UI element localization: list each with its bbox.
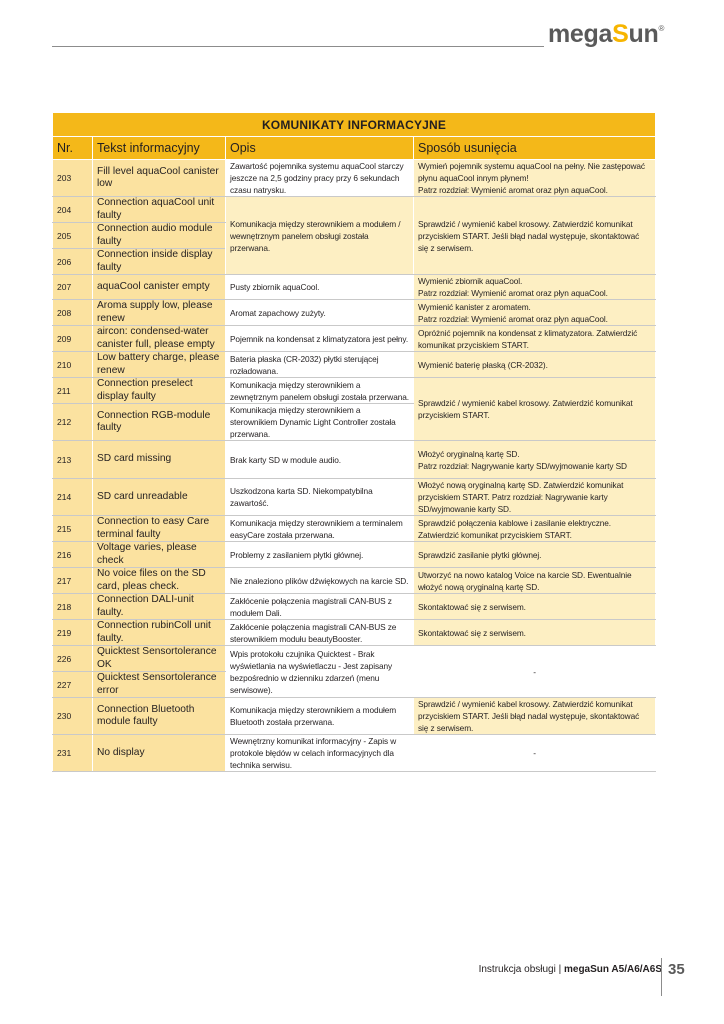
row-number: 211: [53, 378, 93, 404]
row-number: 203: [53, 160, 93, 197]
row-message-text: No display: [93, 735, 226, 772]
row-description: Komunikacja między sterownikiem a modułem / wewnętrznym panelem obsługi została przerwana.: [226, 197, 414, 275]
row-number: 230: [53, 698, 93, 735]
footer-product: megaSun A5/A6/A6S: [564, 964, 662, 975]
row-message-text: SD card missing: [93, 441, 226, 479]
row-message-text: Quicktest Sensortolerance OK: [93, 646, 226, 672]
row-description: Wewnętrzny komunikat informacyjny - Zapis w protokole błędów w celach informacyjnych dla technika serwisu.: [226, 735, 414, 772]
row-number: 205: [53, 223, 93, 249]
row-remedy: Opróżnić pojemnik na kondensat z klimatyzatora. Zatwierdzić komunikat przyciskiem START.: [414, 326, 656, 352]
row-message-text: Voltage varies, please check: [93, 542, 226, 568]
row-description: Nie znaleziono plików dźwiękowych na karcie SD.: [226, 568, 414, 594]
row-message-text: aquaCool canister empty: [93, 275, 226, 300]
row-message-text: Low battery charge, please renew: [93, 352, 226, 378]
row-remedy: Sprawdzić połączenia kablowe i zasilanie elektryczne. Zatwierdzić komunikat przyciskiem START.: [414, 516, 656, 542]
column-header-remedy: Sposób usunięcia: [414, 137, 656, 160]
table-row: [53, 378, 656, 404]
logo-text-left: mega: [548, 20, 613, 48]
row-description: Bateria płaska (CR-2032) płytki sterującej rozładowana.: [226, 352, 414, 378]
row-message-text: Connection preselect display faulty: [93, 378, 226, 404]
row-number: 204: [53, 197, 93, 223]
table-row: [53, 160, 656, 197]
table-row: [53, 698, 656, 735]
info-messages-table: [52, 112, 656, 772]
table-row: [53, 516, 656, 542]
table-row: [53, 646, 656, 672]
row-number: 217: [53, 568, 93, 594]
row-message-text: Connection aquaCool unit faulty: [93, 197, 226, 223]
row-message-text: Connection rubinColl unit faulty.: [93, 620, 226, 646]
row-message-text: Connection audio module faulty: [93, 223, 226, 249]
table-row: [53, 300, 656, 326]
row-message-text: aircon: condensed-water canister full, please empty: [93, 326, 226, 352]
row-description: Pojemnik na kondensat z klimatyzatora jest pełny.: [226, 326, 414, 352]
footer-prefix: Instrukcja obsługi |: [478, 964, 564, 975]
row-message-text: Connection to easy Care terminal faulty: [93, 516, 226, 542]
row-message-text: SD card unreadable: [93, 479, 226, 516]
table-row: [53, 352, 656, 378]
logo-text-right: un: [628, 20, 659, 48]
column-header-text: Tekst informacyjny: [93, 137, 226, 160]
row-description: Zakłócenie połączenia magistrali CAN-BUS z modułem Dali.: [226, 594, 414, 620]
page-number: 35: [668, 961, 685, 978]
row-message-text: Quicktest Sensortolerance error: [93, 672, 226, 698]
row-number: 210: [53, 352, 93, 378]
row-number: 212: [53, 404, 93, 441]
row-remedy: Włożyć oryginalną kartę SD. Patrz rozdział: Nagrywanie karty SD/wyjmowanie karty SD: [414, 441, 656, 479]
row-description: Brak karty SD w module audio.: [226, 441, 414, 479]
logo-text-sun: S: [612, 20, 629, 48]
row-description: Komunikacja między sterownikiem a modułem Bluetooth została przerwana.: [226, 698, 414, 735]
row-description: Zakłócenie połączenia magistrali CAN-BUS ze sterownikiem modułu beautyBooster.: [226, 620, 414, 646]
row-number: 218: [53, 594, 93, 620]
table-row: [53, 542, 656, 568]
footer-divider: [661, 958, 662, 996]
logo-registered-mark: ®: [658, 24, 665, 33]
table-title: KOMUNIKATY INFORMACYJNE: [53, 113, 656, 137]
row-description: Uszkodzona karta SD. Niekompatybilna zawartość.: [226, 479, 414, 516]
row-number: 215: [53, 516, 93, 542]
table-row: [53, 441, 656, 479]
row-remedy: -: [414, 735, 656, 772]
row-description: Wpis protokołu czujnika Quicktest - Brak wyświetlania na wyświetlaczu - Jest zapisany bezpośrednio w dzienniku zdarzeń (menu serwisowe).: [226, 646, 414, 698]
row-message-text: Connection RGB-module faulty: [93, 404, 226, 441]
row-number: 213: [53, 441, 93, 479]
row-remedy: Sprawdzić zasilanie płytki głównej.: [414, 542, 656, 568]
row-remedy: Wymienić baterię płaską (CR-2032).: [414, 352, 656, 378]
row-description: Komunikacja między sterownikiem a sterownikiem Dynamic Light Controller została przerwana.: [226, 404, 414, 441]
row-remedy: Skontaktować się z serwisem.: [414, 620, 656, 646]
row-description: Pusty zbiornik aquaCool.: [226, 275, 414, 300]
table-row: [53, 620, 656, 646]
row-remedy: Włożyć nową oryginalną kartę SD. Zatwierdzić komunikat przyciskiem START. Patrz rozdział: Nagrywanie karty SD/wyjmowanie karty SD.: [414, 479, 656, 516]
table-row: [53, 568, 656, 594]
row-number: 214: [53, 479, 93, 516]
row-message-text: Connection DALI-unit faulty.: [93, 594, 226, 620]
row-number: 219: [53, 620, 93, 646]
row-number: 206: [53, 249, 93, 275]
row-remedy: Wymienić kanister z aromatem. Patrz rozdział: Wymienić aromat oraz płyn aquaCool.: [414, 300, 656, 326]
column-header-description: Opis: [226, 137, 414, 160]
row-number: 226: [53, 646, 93, 672]
row-remedy: -: [414, 646, 656, 698]
row-remedy: Wymienić zbiornik aquaCool. Patrz rozdział: Wymienić aromat oraz płyn aquaCool.: [414, 275, 656, 300]
row-number: 207: [53, 275, 93, 300]
row-remedy: Sprawdzić / wymienić kabel krosowy. Zatwierdzić komunikat przyciskiem START.: [414, 378, 656, 441]
row-message-text: Fill level aquaCool canister low: [93, 160, 226, 197]
column-header-nr: Nr.: [53, 137, 93, 160]
row-remedy: Sprawdzić / wymienić kabel krosowy. Zatwierdzić komunikat przyciskiem START. Jeśli błąd nadal występuje, skontaktować się z serwisem.: [414, 197, 656, 275]
row-remedy: Skontaktować się z serwisem.: [414, 594, 656, 620]
row-number: 209: [53, 326, 93, 352]
table-row: [53, 594, 656, 620]
footer-text: [479, 964, 662, 975]
row-remedy: Wymień pojemnik systemu aquaCool na pełny. Nie zastępować płynu aquaCool innym płynem! Patrz rozdział: Wymienić aromat oraz płyn aquaCool.: [414, 160, 656, 197]
row-remedy: Utworzyć na nowo katalog Voice na karcie SD. Ewentualnie włożyć nową oryginalną kartę SD.: [414, 568, 656, 594]
row-number: 216: [53, 542, 93, 568]
row-description: Problemy z zasilaniem płytki głównej.: [226, 542, 414, 568]
row-message-text: Connection Bluetooth module faulty: [93, 698, 226, 735]
table-row: [53, 197, 656, 223]
row-remedy: Sprawdzić / wymienić kabel krosowy. Zatwierdzić komunikat przyciskiem START. Jeśli błąd nadal występuje, skontaktować się z serwisem.: [414, 698, 656, 735]
row-message-text: Aroma supply low, please renew: [93, 300, 226, 326]
table-row: [53, 479, 656, 516]
row-description: Aromat zapachowy zużyty.: [226, 300, 414, 326]
row-number: 231: [53, 735, 93, 772]
megasun-logo: [548, 20, 664, 52]
row-number: 208: [53, 300, 93, 326]
row-description: Komunikacja między sterownikiem a zewnętrznym panelem obsługi została przerwana.: [226, 378, 414, 404]
row-message-text: Connection inside display faulty: [93, 249, 226, 275]
row-description: Zawartość pojemnika systemu aquaCool starczy jeszcze na 2,5 godziny pracy przy 6 sekundach czasu natrysku.: [226, 160, 414, 197]
table-row: [53, 326, 656, 352]
row-message-text: No voice files on the SD card, pleas check.: [93, 568, 226, 594]
table-row: [53, 735, 656, 772]
row-number: 227: [53, 672, 93, 698]
header-rule: [52, 46, 544, 47]
table-row: [53, 275, 656, 300]
row-description: Komunikacja między sterownikiem a terminalem easyCare została przerwana.: [226, 516, 414, 542]
